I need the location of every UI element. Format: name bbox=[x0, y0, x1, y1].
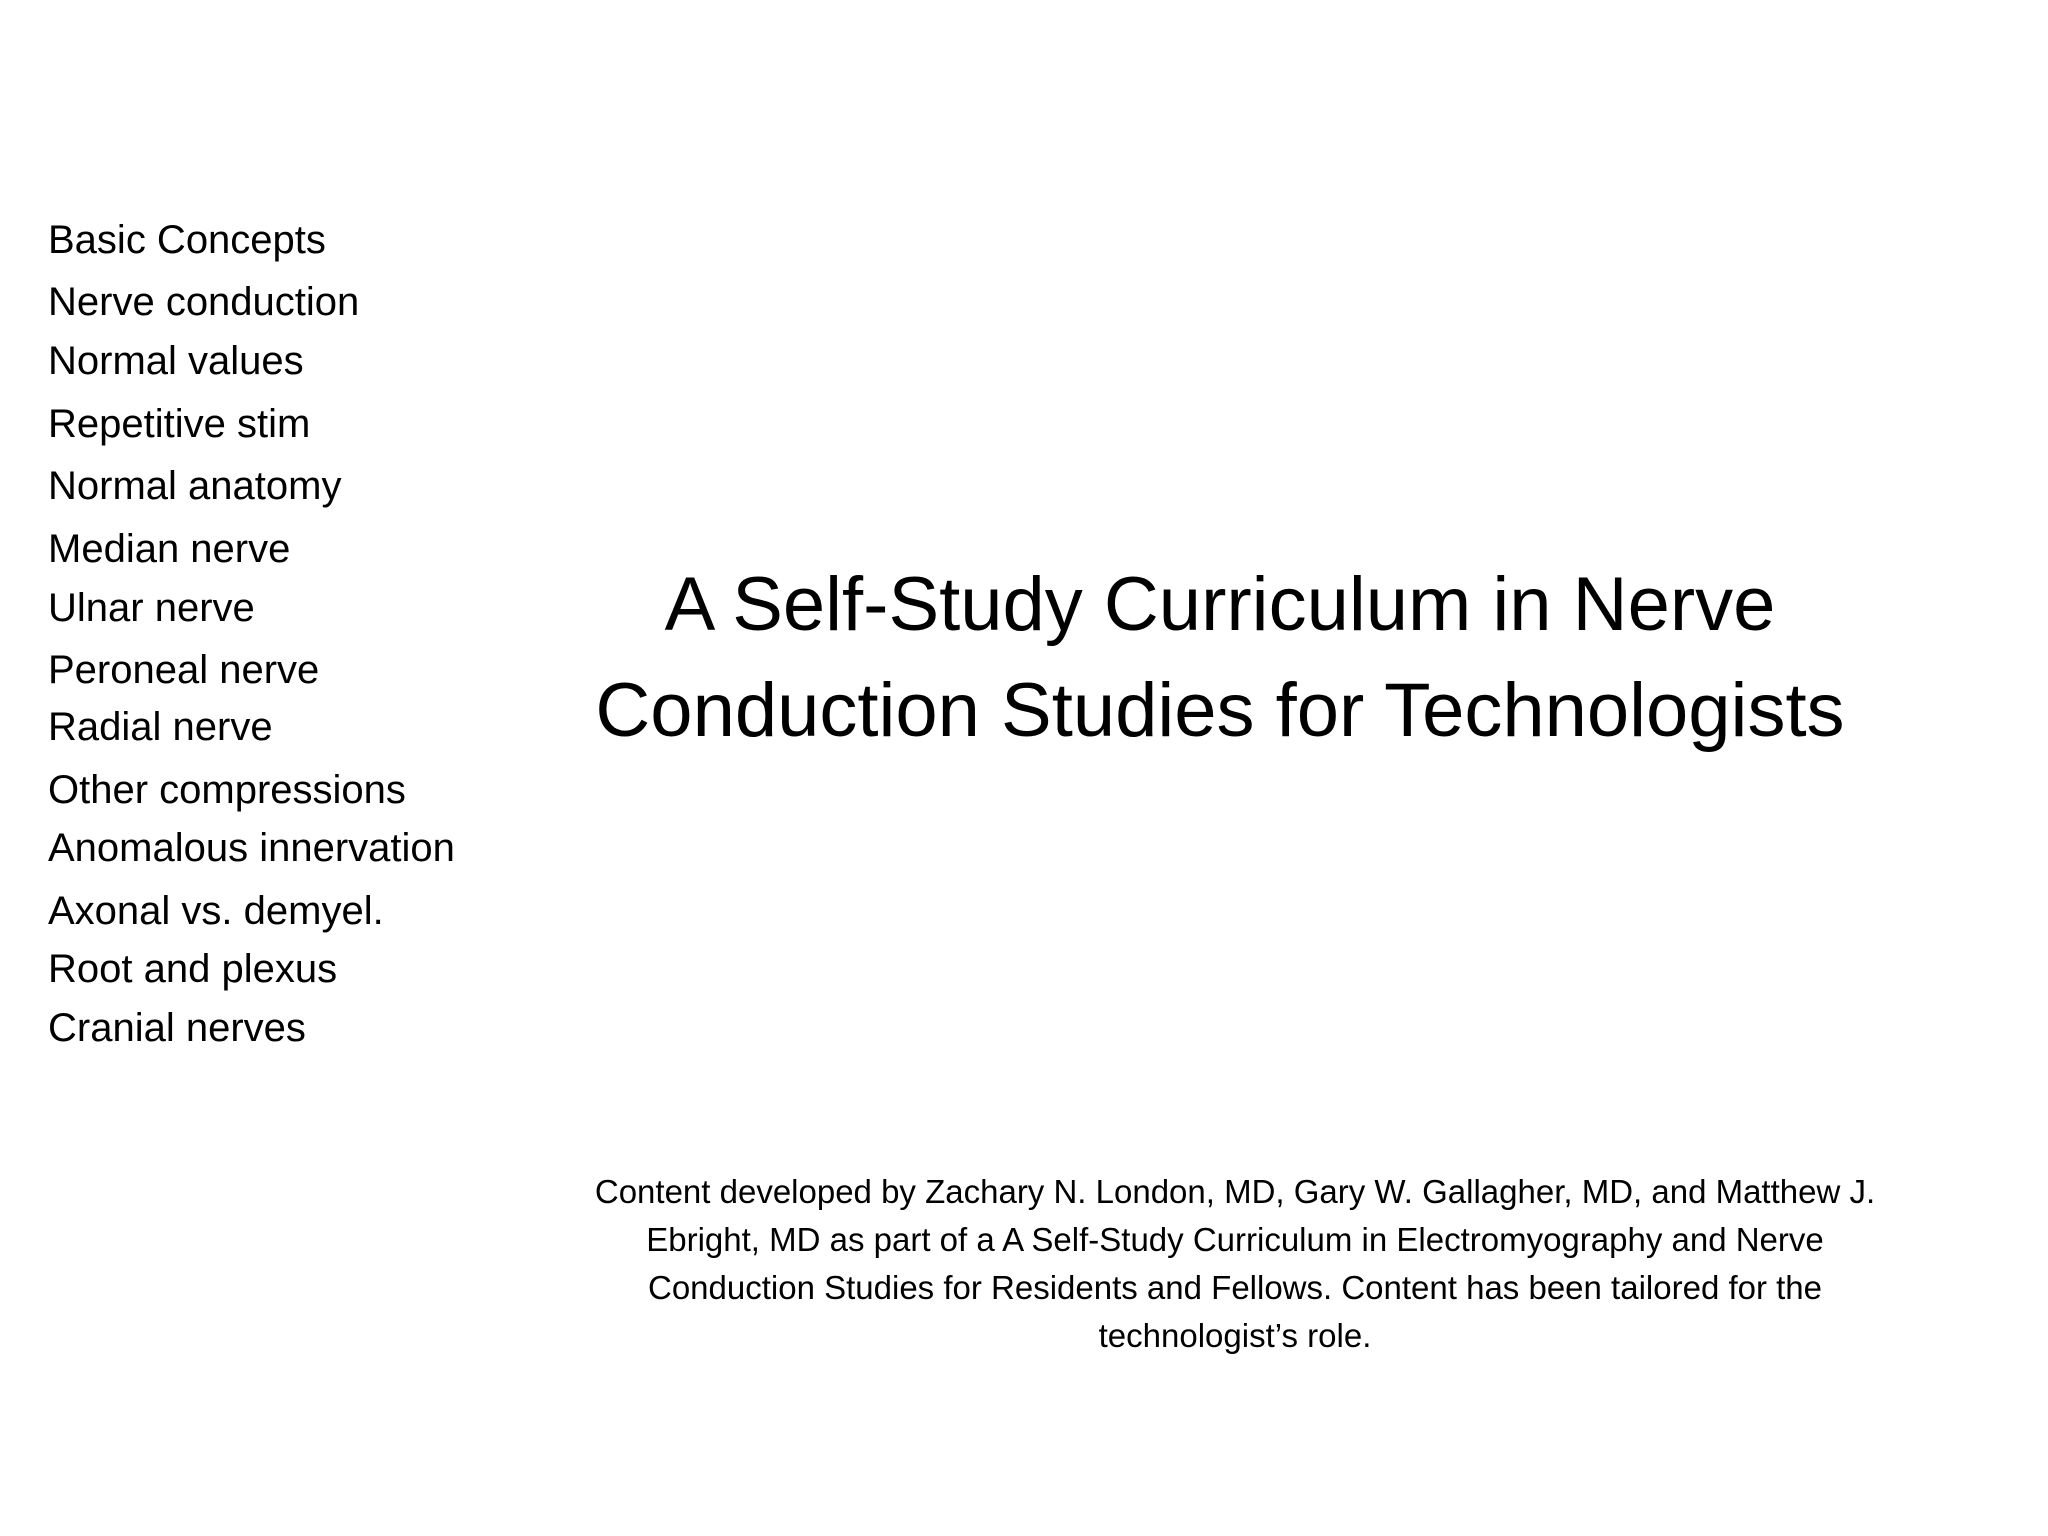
topic-link-anomalous-innervation[interactable]: Anomalous innervation bbox=[48, 826, 455, 870]
topic-link-normal-anatomy[interactable]: Normal anatomy bbox=[48, 464, 342, 508]
topic-link-basic-concepts[interactable]: Basic Concepts bbox=[48, 218, 326, 262]
topic-link-ulnar-nerve[interactable]: Ulnar nerve bbox=[48, 586, 255, 630]
credits-line: technologist’s role. bbox=[1098, 1317, 1372, 1354]
topic-link-cranial-nerves[interactable]: Cranial nerves bbox=[48, 1006, 306, 1050]
credits-line: Conduction Studies for Residents and Fellows. Content has been tailored for the bbox=[647, 1269, 1823, 1306]
topic-link-axonal-vs-demyel[interactable]: Axonal vs. demyel. bbox=[48, 889, 384, 933]
topic-link-list bbox=[48, 0, 518, 1100]
topic-link-radial-nerve[interactable]: Radial nerve bbox=[48, 705, 273, 749]
topic-link-repetitive-stim[interactable]: Repetitive stim bbox=[48, 402, 311, 446]
slide-title-line: A Self-Study Curriculum in Nerve bbox=[664, 562, 1776, 647]
credits-paragraph bbox=[520, 1168, 1950, 1360]
topic-link-peroneal-nerve[interactable]: Peroneal nerve bbox=[48, 648, 320, 692]
credits-line: Ebright, MD as part of a A Self-Study Curriculum in Electromyography and Nerve bbox=[646, 1221, 1824, 1258]
topic-link-root-and-plexus[interactable]: Root and plexus bbox=[48, 947, 338, 991]
topic-link-median-nerve[interactable]: Median nerve bbox=[48, 527, 291, 571]
topic-link-other-compressions[interactable]: Other compressions bbox=[48, 768, 406, 812]
topic-link-normal-values[interactable]: Normal values bbox=[48, 339, 304, 383]
slide-title bbox=[520, 552, 1920, 764]
credits-line: Content developed by Zachary N. London, MD, Gary W. Gallagher, MD, and Matthew J. bbox=[594, 1173, 1876, 1210]
slide-title-line: Conduction Studies for Technologists bbox=[595, 668, 1845, 753]
topic-link-nerve-conduction[interactable]: Nerve conduction bbox=[48, 280, 360, 324]
